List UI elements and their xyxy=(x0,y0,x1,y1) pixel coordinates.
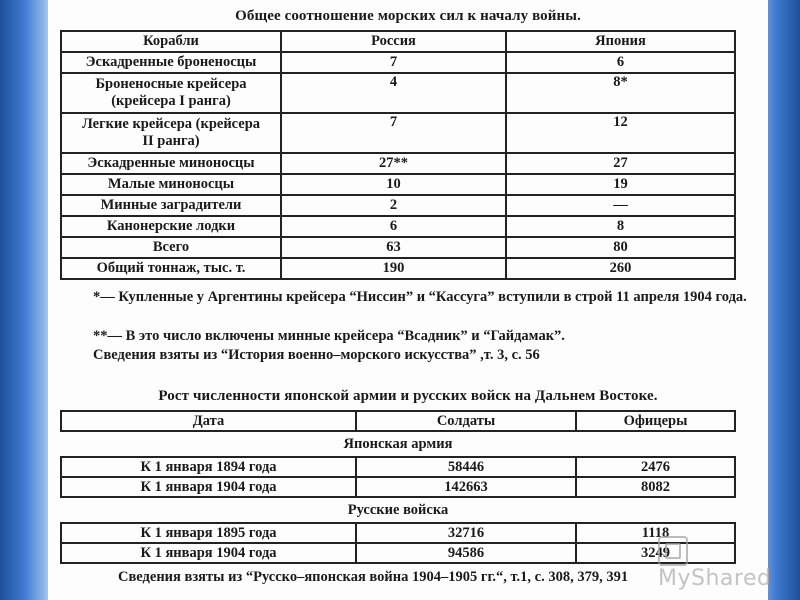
date-cell: К 1 января 1904 года xyxy=(61,477,356,497)
table-row xyxy=(61,174,735,195)
russia-count: 7 xyxy=(281,113,506,153)
ship-type: Всего xyxy=(61,237,281,258)
table-row xyxy=(61,523,735,543)
ship-type: Эскадренные броненосцы xyxy=(61,52,281,73)
table-header-row xyxy=(61,411,735,431)
footnote-one-star: *— Купленные у Аргентины крейсера “Ниссин” и “Кассуга” вступили в строй 11 апреля 1904 года. xyxy=(93,289,747,305)
japan-count: 80 xyxy=(506,237,735,258)
header-officers: Офицеры xyxy=(576,411,735,431)
ship-type: Малые миноносцы xyxy=(61,174,281,195)
watermark-logo-icon xyxy=(658,536,688,566)
table-row xyxy=(61,52,735,73)
japan-count: 260 xyxy=(506,258,735,279)
header-japan: Япония xyxy=(506,31,735,52)
date-cell: К 1 января 1895 года xyxy=(61,523,356,543)
officers-cell: 3249 xyxy=(576,543,735,563)
naval-source-note: Сведения взяты из “История военно–морского искусства” ,т. 3, с. 56 xyxy=(93,347,540,363)
table-row xyxy=(61,543,735,563)
japan-count: 8 xyxy=(506,216,735,237)
date-cell: К 1 января 1904 года xyxy=(61,543,356,563)
table-row xyxy=(61,153,735,174)
soldiers-cell: 32716 xyxy=(356,523,576,543)
soldiers-cell: 58446 xyxy=(356,457,576,477)
header-ships: Корабли xyxy=(61,31,281,52)
officers-cell: 8082 xyxy=(576,477,735,497)
header-russia: Россия xyxy=(281,31,506,52)
japan-count: — xyxy=(506,195,735,216)
japan-count: 19 xyxy=(506,174,735,195)
table-row xyxy=(61,113,735,153)
soldiers-cell: 142663 xyxy=(356,477,576,497)
army-source-note: Сведения взяты из “Русско–японская война 1904–1905 гг.“, т.1, с. 308, 379, 391 xyxy=(118,569,629,585)
officers-cell: 2476 xyxy=(576,457,735,477)
table-row xyxy=(61,477,735,497)
russia-count: 7 xyxy=(281,52,506,73)
russia-count: 10 xyxy=(281,174,506,195)
russian-army-label: Русские войска xyxy=(347,502,449,518)
ship-type: Легкие крейсера (крейсера II ранга) xyxy=(61,113,281,153)
naval-forces-table xyxy=(60,30,736,280)
japan-count: 6 xyxy=(506,52,735,73)
japan-count: 12 xyxy=(506,113,735,153)
table-row xyxy=(61,258,735,279)
japan-army-table xyxy=(60,456,736,498)
naval-table-title: Общее соотношение морских сил к началу войны. xyxy=(235,8,581,24)
officers-cell: 1118 xyxy=(576,523,735,543)
footnote-two-star: **— В это число включены минные крейсера “Всадник” и “Гайдамак”. xyxy=(93,328,565,344)
army-header-table xyxy=(60,410,736,432)
header-date: Дата xyxy=(61,411,356,431)
japan-count: 27 xyxy=(506,153,735,174)
table-row xyxy=(61,73,735,113)
russia-count: 190 xyxy=(281,258,506,279)
watermark xyxy=(658,536,771,591)
japan-count: 8* xyxy=(506,73,735,113)
table-row xyxy=(61,457,735,477)
date-cell: К 1 января 1894 года xyxy=(61,457,356,477)
ship-type: Эскадренные миноносцы xyxy=(61,153,281,174)
soldiers-cell: 94586 xyxy=(356,543,576,563)
table-row xyxy=(61,237,735,258)
russia-count: 4 xyxy=(281,73,506,113)
russia-count: 27** xyxy=(281,153,506,174)
table-row xyxy=(61,195,735,216)
ship-type: Броненосные крейсера (крейсера I ранга) xyxy=(61,73,281,113)
header-soldiers: Солдаты xyxy=(356,411,576,431)
ship-type: Минные заградители xyxy=(61,195,281,216)
russian-army-table xyxy=(60,522,736,564)
ship-type: Канонерские лодки xyxy=(61,216,281,237)
document-page xyxy=(48,0,772,600)
russia-count: 63 xyxy=(281,237,506,258)
ship-type: Общий тоннаж, тыс. т. xyxy=(61,258,281,279)
table-header-row xyxy=(61,31,735,52)
watermark-text: MyShared xyxy=(658,566,772,591)
table-row xyxy=(61,216,735,237)
army-table-title: Рост численности японской армии и русских войск на Дальнем Востоке. xyxy=(158,388,658,404)
japan-army-label: Японская армия xyxy=(343,436,453,452)
russia-count: 6 xyxy=(281,216,506,237)
russia-count: 2 xyxy=(281,195,506,216)
